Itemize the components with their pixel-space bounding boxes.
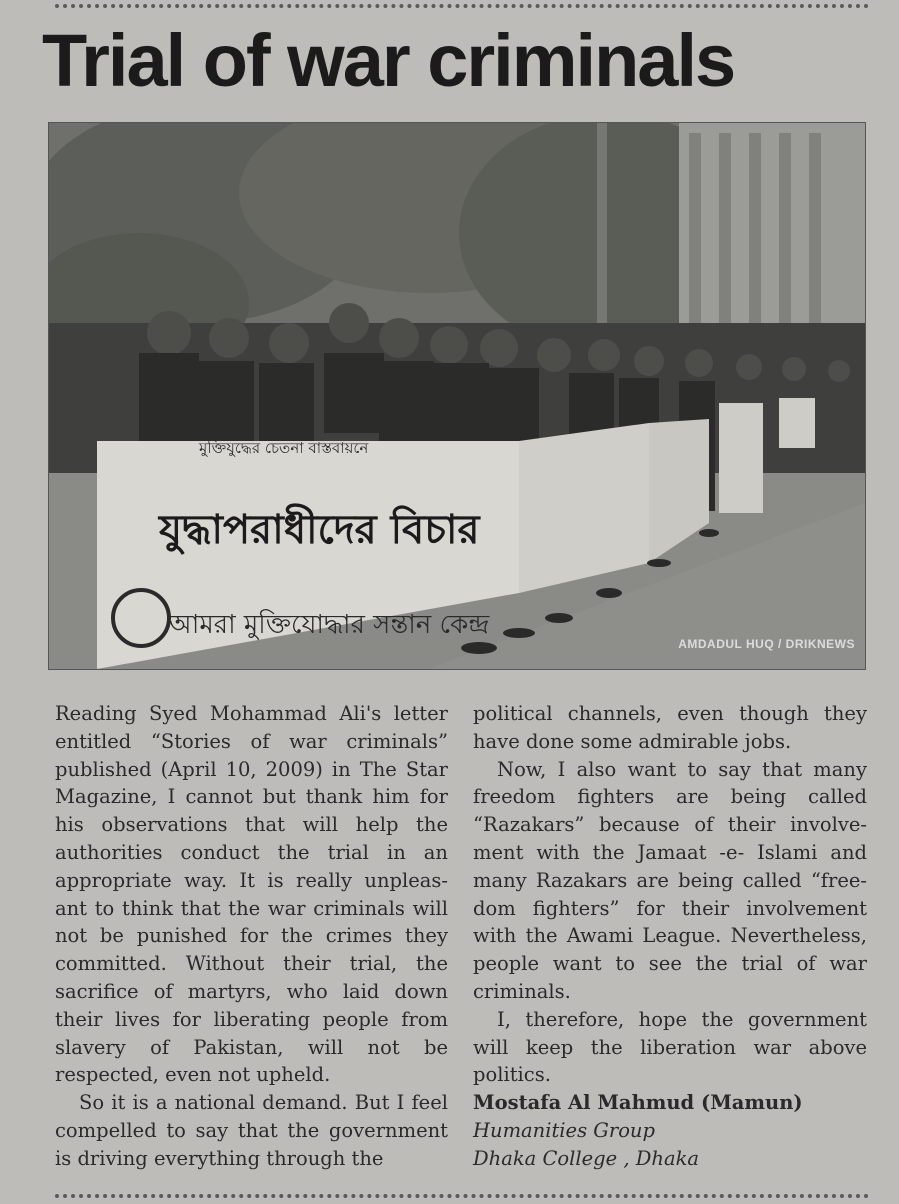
letter-paragraph: I, therefore, hope the government will keep the liberation war above politics. <box>473 1007 867 1087</box>
bottom-dotted-rule <box>55 1194 869 1198</box>
news-photo <box>48 122 866 670</box>
letter-right-column <box>473 700 867 1173</box>
letter-left-column <box>55 700 448 1173</box>
banner-line-2: যুদ্ধাপরাধীদের বিচার <box>159 507 480 553</box>
signature-name: Mostafa Al Mahmud (Mamun) <box>473 1091 803 1115</box>
signature-college: Dhaka College , Dhaka <box>473 1146 700 1170</box>
letter-paragraph: So it is a national demand. But I feel compelled to say that the government is driving everything through the <box>55 1091 448 1170</box>
letter-paragraph: political channels, even though they have done some admirable jobs. <box>473 702 867 753</box>
signature-group: Humanities Group <box>473 1118 655 1142</box>
banner-line-3: আমরা মুক্তিযোদ্ধার সন্তান কেন্দ্র <box>169 610 490 640</box>
banner-line-1: মুক্তিযুদ্ধের চেতনা বাস্তবায়নে <box>199 439 369 457</box>
headline: Trial of war criminals <box>42 19 735 102</box>
photo-credit: AMDADUL HUQ / DRIKNEWS <box>678 637 855 651</box>
letter-paragraph: Reading Syed Mohammad Ali's letter entitled “Stories of war criminals” published (April 10, 2009) in The Star Magazine, I cannot but thank him for his observations that will help the authorities conduct the trial in an appropriate way. It is really unpleas-ant to think that the war criminals will not be punished for the crimes they committed. Without their trial, the sacrifice of martyrs, who laid down their lives for liberating people from slavery of Pakistan, will not be respected, even not upheld. <box>55 702 448 1087</box>
letter-paragraph: Now, I also want to say that many freedom fighters are being called “Razakars” because of their involve-ment with the Jamaat -e- Islami and many Razakars are being called “free-dom fighters” for their involvement with the Awami League. Nevertheless, people want to see the trial of war criminals. <box>473 757 867 1003</box>
top-dotted-rule <box>55 4 869 8</box>
protest-photo-illustration <box>49 123 865 669</box>
